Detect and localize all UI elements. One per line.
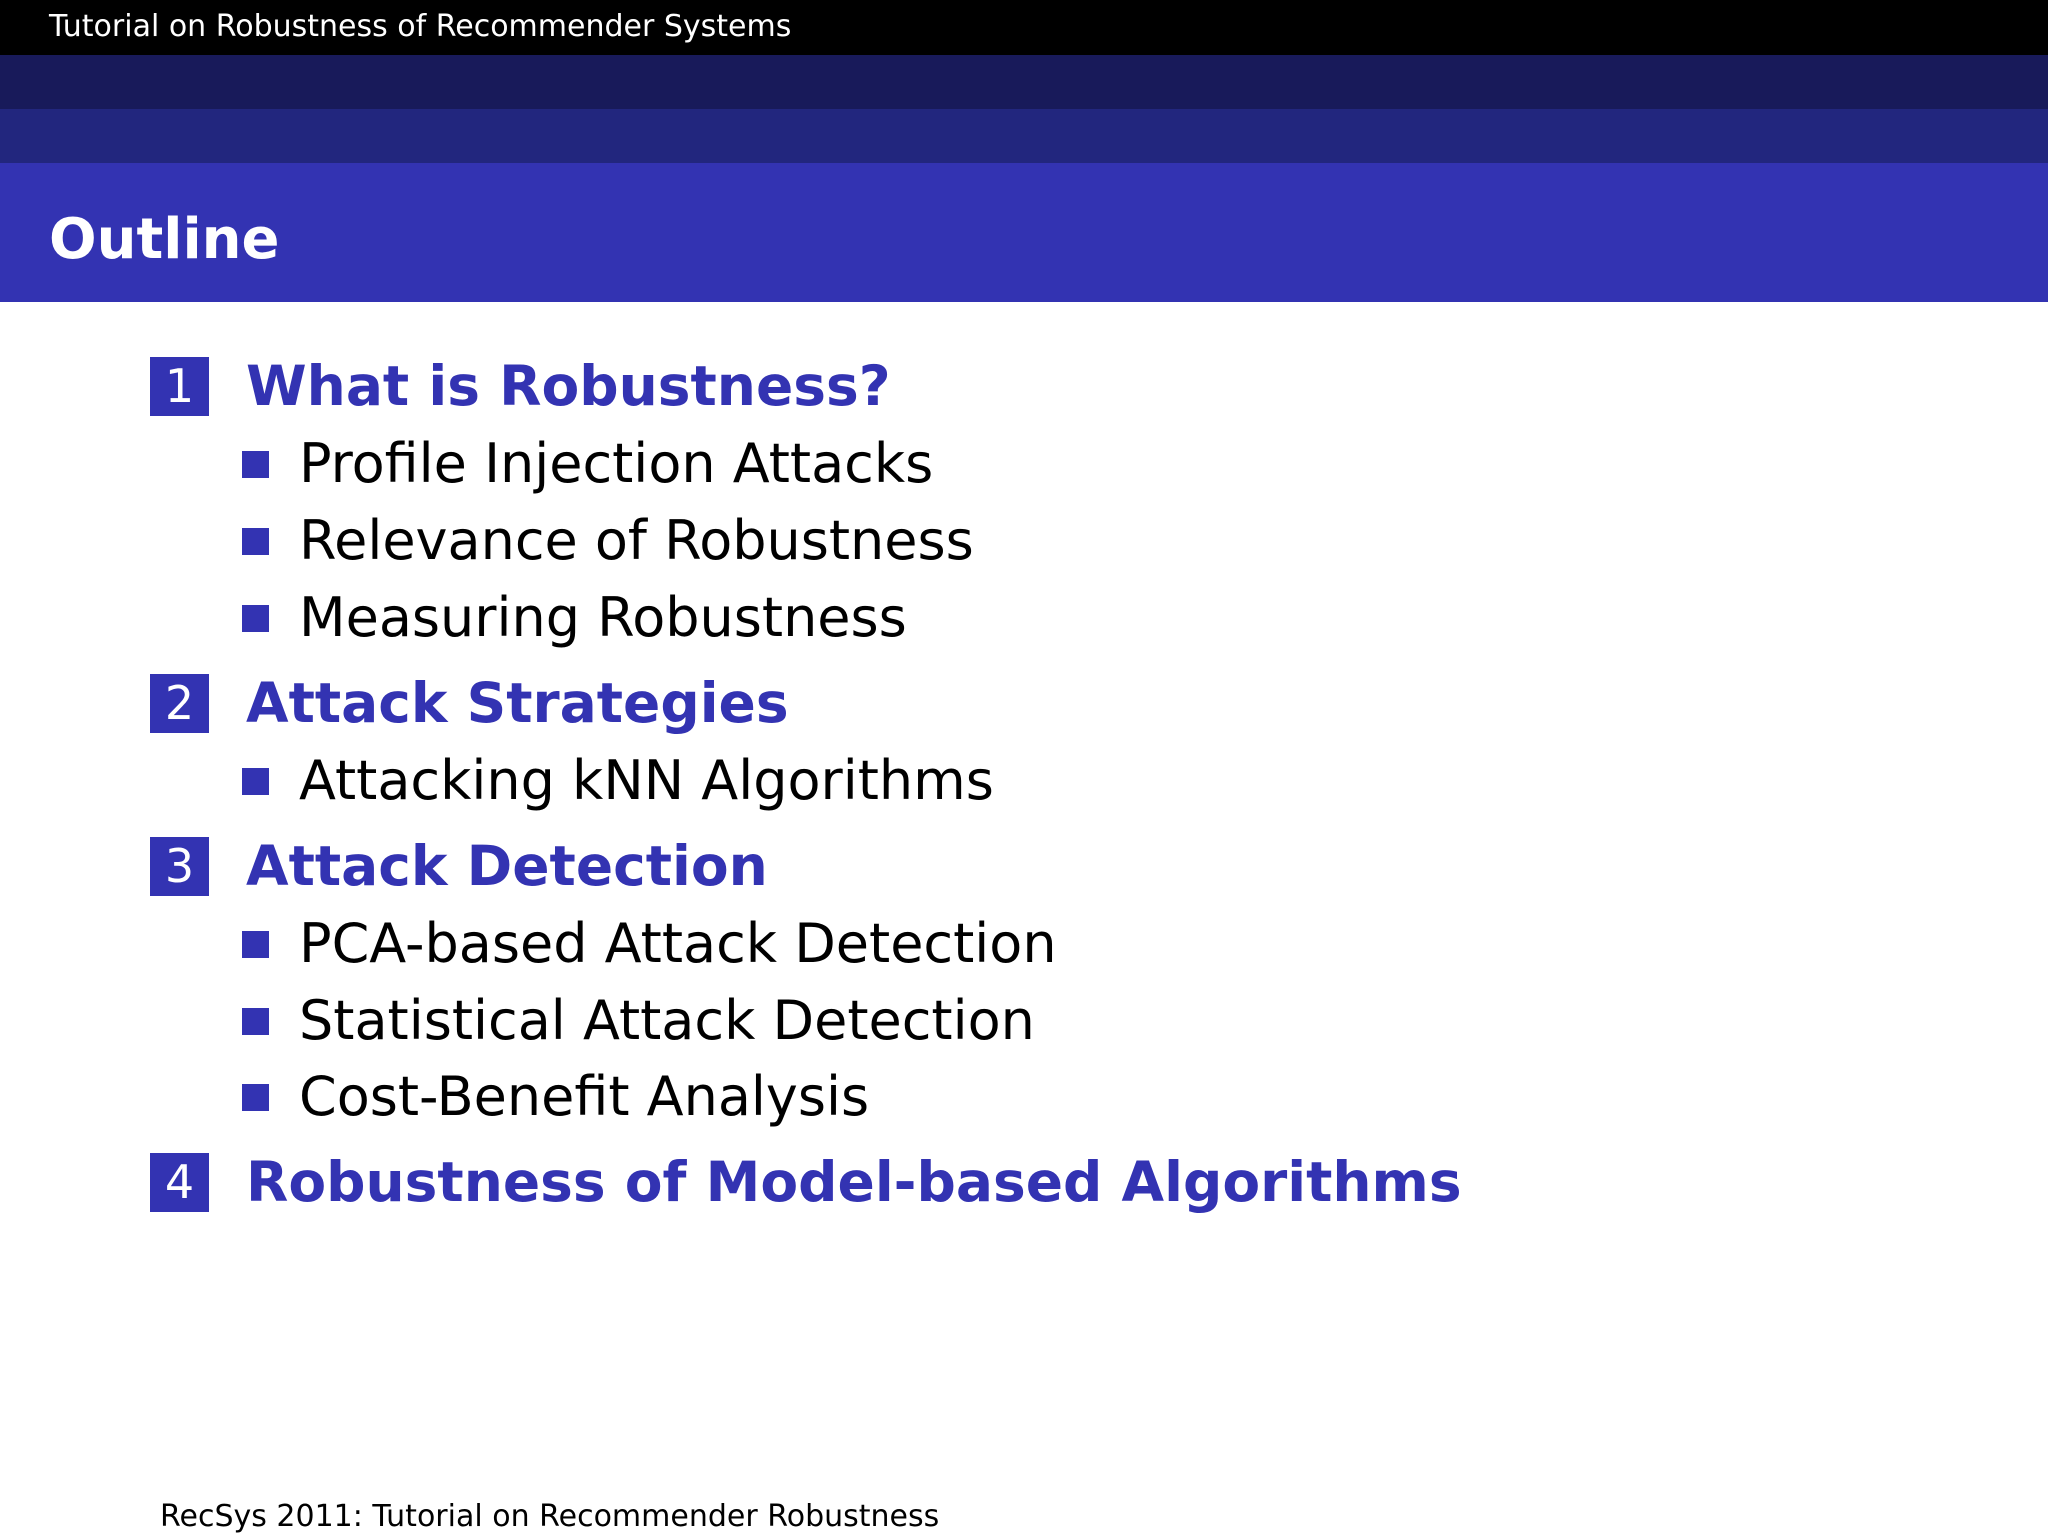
section-number-badge: 4 (150, 1153, 209, 1212)
section-title: Attack Detection (246, 834, 768, 898)
section-number-badge: 1 (150, 357, 209, 416)
subsection-title: Attacking kNN Algorithms (299, 749, 994, 812)
square-bullet-icon (242, 605, 269, 632)
section-item[interactable] (150, 356, 891, 416)
subsection-title: Statistical Attack Detection (299, 989, 1035, 1052)
subsection-title: Cost-Benefit Analysis (299, 1065, 870, 1128)
footer-text: RecSys 2011: Tutorial on Recommender Robustness (160, 1499, 940, 1534)
subsection-title: Profile Injection Attacks (299, 432, 934, 495)
subsection-title: PCA-based Attack Detection (299, 912, 1057, 975)
square-bullet-icon (242, 1084, 269, 1111)
section-item[interactable] (150, 673, 789, 733)
subsection-item[interactable] (242, 914, 1057, 974)
section-title: What is Robustness? (246, 354, 891, 418)
frame-title: Outline (49, 207, 280, 272)
section-item[interactable] (150, 836, 768, 896)
square-bullet-icon (242, 768, 269, 795)
section-title: Robustness of Model-based Algorithms (246, 1150, 1462, 1214)
subsection-item[interactable] (242, 588, 907, 648)
square-bullet-icon (242, 931, 269, 958)
subsection-item[interactable] (242, 434, 933, 494)
subsection-item[interactable] (242, 991, 1035, 1051)
presentation-title: Tutorial on Robustness of Recommender Systems (49, 9, 792, 44)
subsection-item[interactable] (242, 511, 974, 571)
section-title: Attack Strategies (246, 671, 789, 735)
square-bullet-icon (242, 528, 269, 555)
subsection-item[interactable] (242, 751, 994, 811)
section-number-badge: 2 (150, 674, 209, 733)
subsection-title: Relevance of Robustness (299, 509, 974, 572)
section-item[interactable] (150, 1152, 1462, 1212)
square-bullet-icon (242, 451, 269, 478)
subsection-title: Measuring Robustness (299, 586, 907, 649)
subsection-item[interactable] (242, 1067, 869, 1127)
square-bullet-icon (242, 1008, 269, 1035)
section-number-badge: 3 (150, 837, 209, 896)
